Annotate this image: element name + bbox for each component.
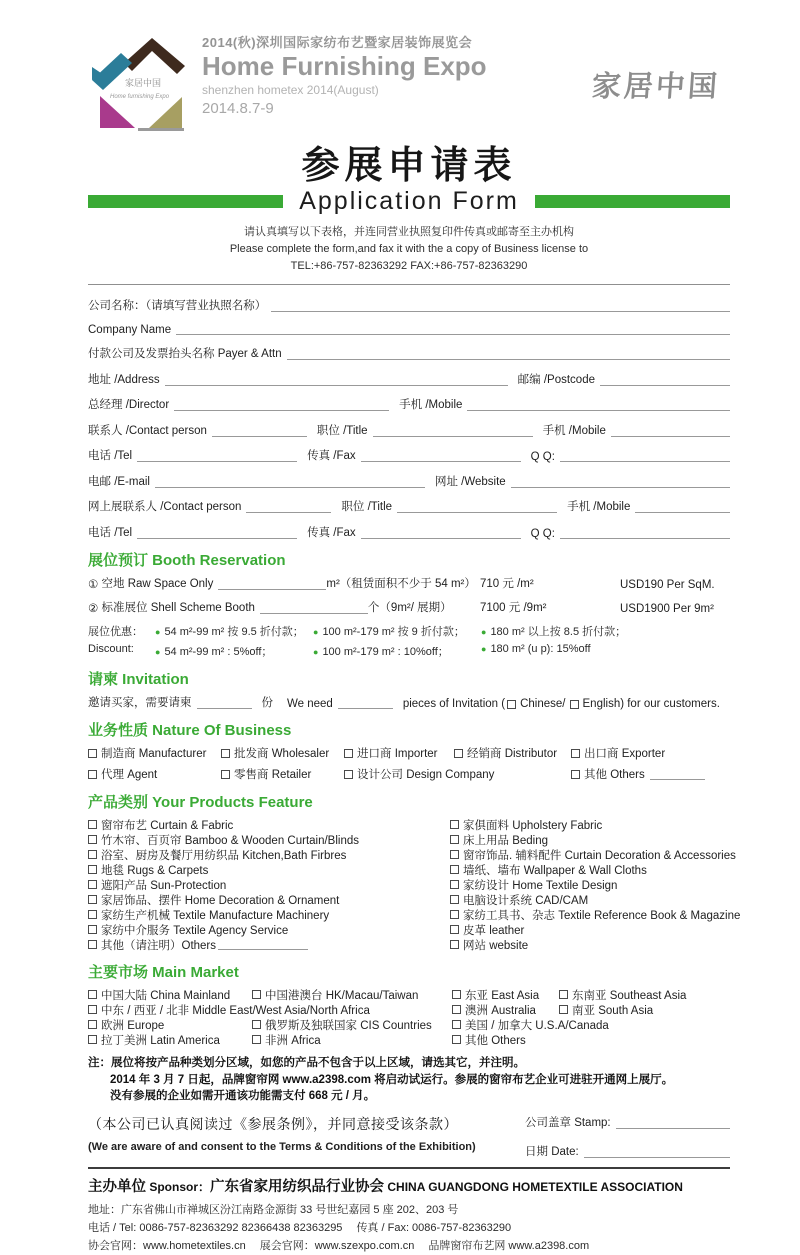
checkbox-label: 澳洲 Australia	[465, 1004, 536, 1017]
footer-address: 地址：广东省佛山市禅城区汾江南路金源街 33 号世纪嘉园 5 座 202、203 号	[88, 1204, 459, 1217]
invitation-qty-en-blank[interactable]	[338, 697, 393, 709]
footer	[88, 1176, 730, 1255]
footer-tel-fax	[88, 1220, 730, 1238]
intro-en: Please complete the form,and fax it with the a copy of Business license to	[229, 243, 589, 256]
products-heading: 产品类别 Your Products Feature	[88, 794, 313, 812]
products-left-column	[88, 817, 450, 952]
business-row-1	[88, 745, 730, 761]
postcode-blank[interactable]	[600, 374, 730, 386]
field-row	[88, 498, 730, 514]
checkbox-label: 墙纸、墙布 Wallpaper & Wall Cloths	[463, 864, 647, 877]
checkbox-label: 中东 / 西亚 / 北非 Middle East/West Asia/North Africa	[101, 1004, 370, 1017]
brand-calligraphy: 家居中国	[590, 69, 722, 103]
checkbox[interactable]	[88, 1020, 97, 1029]
mobile-blank[interactable]	[467, 399, 730, 411]
green-bar-right	[535, 195, 730, 208]
checkbox-label: 零售商 Retailer	[234, 769, 312, 782]
checkbox[interactable]	[88, 749, 97, 758]
checkbox[interactable]	[88, 880, 97, 889]
checkbox-label: 设计公司 Design Company	[357, 769, 495, 782]
checkbox[interactable]	[88, 1035, 97, 1044]
checkbox[interactable]	[559, 990, 568, 999]
header-titles	[202, 36, 592, 117]
market-row-4	[88, 1032, 730, 1047]
checkbox-label: 代理 Agent	[101, 769, 158, 782]
checkbox[interactable]	[454, 749, 463, 758]
checkbox-label: 皮革 leather	[463, 924, 525, 937]
checkbox[interactable]	[252, 1020, 261, 1029]
checkbox[interactable]	[450, 940, 459, 949]
checkbox[interactable]	[450, 865, 459, 874]
checkbox-label: 家纺中介服务 Textile Agency Service	[101, 924, 289, 937]
online-contact-label: 网上展联系人 /Contact person	[88, 501, 242, 514]
contact-blank[interactable]	[212, 425, 307, 437]
checkbox-label: 批发商 Wholesaler	[234, 748, 330, 761]
shell-scheme-blank[interactable]	[260, 602, 368, 614]
divider	[88, 1167, 730, 1169]
market-row-3	[88, 1017, 730, 1032]
fax-blank[interactable]	[361, 450, 521, 462]
market-row-1	[88, 987, 730, 1002]
stamp-row	[525, 1114, 730, 1130]
sponsor-line	[88, 1176, 730, 1199]
checkbox[interactable]	[88, 910, 97, 919]
footer-sites	[88, 1238, 730, 1255]
shell-scheme-label: 标准展位 Shell Scheme Booth	[101, 602, 255, 615]
consent-en: (We are aware of and consent to the Terms & Conditions of the Exhibition)	[88, 1141, 476, 1154]
main-market-section	[88, 961, 730, 1047]
mobile-label: 手机 /Mobile	[567, 501, 631, 514]
payer-label: 付款公司及发票抬头名称 Payer & Attn	[88, 348, 282, 361]
checkbox-label: 家纺生产机械 Textile Manufacture Machinery	[101, 909, 330, 922]
bullet-icon: ●	[155, 627, 161, 638]
discount-en-label: Discount:	[88, 643, 134, 656]
checkbox-label: 东南亚 Southeast Asia	[572, 989, 687, 1002]
item-number: ②	[88, 603, 99, 616]
checkbox[interactable]	[450, 835, 459, 844]
field-row	[88, 323, 730, 336]
payer-blank[interactable]	[287, 348, 730, 360]
online-mobile-blank[interactable]	[635, 501, 730, 513]
notes-block	[88, 1055, 730, 1105]
others-blank[interactable]	[650, 768, 705, 780]
email-label: 电邮 /E-mail	[88, 475, 150, 488]
qq-blank[interactable]	[560, 450, 730, 462]
header	[88, 36, 730, 138]
contact-label: 联系人 /Contact person	[88, 424, 207, 437]
checkbox-label: 其他 Others	[465, 1034, 526, 1047]
checkbox-label: 其他（请注明）Others	[101, 939, 217, 952]
address-label: 地址 /Address	[88, 373, 160, 386]
logo-text-script: Home furnishing Expo	[110, 94, 170, 100]
company-info-section	[88, 297, 730, 540]
discount-tier: 54 m²-99 m² 按 9.5 折付款；	[164, 626, 304, 639]
discount-row-en	[88, 643, 730, 659]
checkbox-label: 欧洲 Europe	[101, 1019, 165, 1032]
form-title-row	[88, 187, 730, 216]
booth-item-shell-scheme	[88, 599, 730, 615]
bullet-icon: ●	[481, 627, 487, 638]
checkbox-label: 家居饰品、摆件 Home Decoration & Ornament	[101, 894, 340, 907]
website-blank[interactable]	[511, 476, 730, 488]
mobile-blank[interactable]	[611, 425, 730, 437]
form-title-cn: 参展申请表	[301, 145, 517, 187]
form-title-en: Application Form	[299, 187, 519, 215]
expo-title-en: Home Furnishing Expo	[202, 50, 487, 81]
english-label: English) for our customers.	[582, 698, 720, 711]
shell-scheme-unit: 个（9m²/ 展期）	[367, 602, 452, 615]
intro-cn: 请认真填写以下表格，并连同营业执照复印件传真或邮寄至主办机构	[244, 226, 574, 238]
business-nature-section	[88, 719, 730, 782]
company-name-cn-label: 公司名称：（请填写营业执照名称）	[88, 300, 267, 313]
footer-site-curtain: 品牌窗帘布艺网 www.a2398.com	[428, 1239, 590, 1252]
checkbox-label: 窗帘布艺 Curtain & Fabric	[101, 819, 234, 832]
online-fax-blank[interactable]	[361, 527, 521, 539]
discount-row-cn	[88, 623, 730, 639]
checkbox[interactable]	[571, 770, 580, 779]
others-blank[interactable]	[218, 938, 308, 950]
checkbox[interactable]	[88, 1005, 97, 1014]
email-blank[interactable]	[155, 476, 425, 488]
sponsor-label: 主办单位	[88, 1179, 146, 1196]
business-heading: 业务性质 Nature Of Business	[88, 722, 292, 740]
checkbox[interactable]	[344, 749, 353, 758]
checkbox[interactable]	[88, 865, 97, 874]
shell-scheme-usd: USD1900 Per 9m²	[620, 603, 714, 616]
checkbox[interactable]	[452, 1005, 461, 1014]
invitation-unit-label: 份	[261, 697, 273, 710]
stamp-label: 公司盖章 Stamp:	[525, 1117, 611, 1130]
checkbox-label: 拉丁美洲 Latin America	[101, 1034, 220, 1047]
checkbox-label: 浴室、厨房及餐厅用纺织品 Kitchen,Bath Firbres	[101, 849, 347, 862]
checkbox[interactable]	[450, 850, 459, 859]
checkbox[interactable]	[452, 1035, 461, 1044]
invitation-section	[88, 668, 730, 710]
company-name-cn-blank[interactable]	[271, 300, 730, 312]
house-logo-icon	[88, 36, 188, 132]
date-row	[525, 1143, 730, 1159]
title-blank[interactable]	[373, 425, 533, 437]
we-need-label: We need	[287, 698, 333, 711]
checkbox[interactable]	[88, 925, 97, 934]
field-row	[88, 396, 730, 412]
director-label: 总经理 /Director	[88, 399, 170, 412]
checkbox-label: 非洲 Africa	[265, 1034, 321, 1047]
products-section	[88, 791, 741, 952]
note-line-2: 2014 年 3 月 7 日起，品牌窗帘网 www.a2398.com 将启动试运行。参展的窗帘布艺企业可进驻开通网上展厅。	[110, 1073, 674, 1086]
checkbox[interactable]	[88, 850, 97, 859]
raw-space-label: 空地 Raw Space Only	[101, 578, 214, 591]
logo-text-cn: 家居中国	[125, 78, 162, 88]
qq-label: Q Q:	[530, 451, 555, 464]
bullet-icon: ●	[481, 644, 487, 655]
tel-blank[interactable]	[137, 450, 297, 462]
expo-subtitle: shenzhen hometex 2014(August)	[202, 82, 379, 97]
item-number: ①	[88, 579, 99, 592]
bullet-icon: ●	[313, 647, 319, 658]
checkbox-label: 中国大陆 China Mainland	[101, 989, 231, 1002]
checkbox-label: 其他 Others	[584, 769, 645, 782]
checkbox[interactable]	[252, 990, 261, 999]
field-row	[88, 447, 730, 463]
invitation-row	[88, 694, 730, 710]
green-bar-left	[88, 195, 283, 208]
discount-tier: 180 m² (u p): 15%off	[490, 643, 591, 656]
checkbox-label: 出口商 Exporter	[584, 748, 666, 761]
checkbox-label: 窗帘饰品. 辅料配件 Curtain Decoration & Accessories	[463, 849, 736, 862]
checkbox[interactable]	[450, 880, 459, 889]
sponsor-en: Sponsor：	[149, 1180, 211, 1195]
expo-title-cn: 2014(秋)深圳国际家纺布艺暨家居装饰展览会	[202, 35, 473, 50]
invitation-qty-cn-blank[interactable]	[197, 697, 252, 709]
online-qq-blank[interactable]	[560, 527, 730, 539]
checkbox-label: 南亚 South Asia	[572, 1004, 654, 1017]
checkbox-label: 电脑设计系统 CAD/CAM	[463, 894, 589, 907]
checkbox[interactable]	[88, 990, 97, 999]
mobile-label: 手机 /Mobile	[542, 424, 606, 437]
online-title-blank[interactable]	[397, 501, 557, 513]
tel-label: 电话 /Tel	[88, 450, 133, 463]
checkbox[interactable]	[88, 835, 97, 844]
field-row	[88, 297, 730, 313]
expo-dates: 2014.8.7-9	[202, 99, 274, 117]
raw-space-unit: m²（租赁面积不少于 54 m²）	[326, 578, 476, 591]
date-blank[interactable]	[584, 1146, 730, 1158]
checkbox-label: 东亚 East Asia	[465, 989, 540, 1002]
checkbox[interactable]	[450, 820, 459, 829]
checkbox-english[interactable]	[570, 700, 579, 709]
booth-heading: 展位预订 Booth Reservation	[88, 552, 286, 570]
checkbox-label: 家俱面料 Upholstery Fabric	[463, 819, 603, 832]
invitation-heading: 请柬 Invitation	[88, 671, 189, 689]
consent-block	[88, 1114, 730, 1159]
field-row	[88, 473, 730, 489]
checkbox[interactable]	[88, 940, 97, 949]
checkbox[interactable]	[344, 770, 353, 779]
checkbox-label: 竹木帘、百页帘 Bamboo & Wooden Curtain/Blinds	[101, 834, 359, 847]
discount-tier: 100 m²-179 m² : 10%off；	[322, 646, 449, 659]
checkbox[interactable]	[221, 749, 230, 758]
checkbox-label: 家纺工具书、杂志 Textile Reference Book & Magazine	[463, 909, 741, 922]
fax-label: 传真 /Fax	[307, 526, 356, 539]
checkbox-label: 遮阳产品 Sun-Protection	[101, 879, 227, 892]
checkbox[interactable]	[88, 770, 97, 779]
postcode-label: 邮编 /Postcode	[517, 373, 595, 386]
checkbox-label: 床上用品 Beding	[463, 834, 549, 847]
field-row	[88, 422, 730, 438]
note-line-1: 注：展位将按产品种类划分区域，如您的产品不包含于以上区域，请选其它，并注明。	[88, 1057, 525, 1070]
footer-site-expo: 展会官网：www.szexpo.com.cn	[259, 1239, 415, 1252]
director-blank[interactable]	[174, 399, 389, 411]
checkbox-label: 地毯 Rugs & Carpets	[101, 864, 209, 877]
market-heading: 主要市场 Main Market	[88, 964, 239, 982]
fax-label: 传真 /Fax	[307, 450, 356, 463]
field-row	[88, 371, 730, 387]
business-row-2	[88, 766, 730, 782]
stamp-date-block	[525, 1114, 730, 1159]
checkbox[interactable]	[452, 990, 461, 999]
checkbox[interactable]	[88, 820, 97, 829]
checkbox[interactable]	[559, 1005, 568, 1014]
market-row-2	[88, 1002, 730, 1017]
shell-scheme-price: 7100 元 /9m²	[480, 602, 547, 615]
discount-tier: 100 m²-179 m² 按 9 折付款；	[322, 626, 465, 639]
checkbox[interactable]	[252, 1035, 261, 1044]
chinese-label: Chinese/	[520, 698, 566, 711]
checkbox-label: 网站 website	[463, 939, 529, 952]
title-label: 职位 /Title	[341, 501, 393, 514]
products-right-column	[450, 817, 740, 952]
online-contact-blank[interactable]	[246, 501, 331, 513]
mobile-label: 手机 /Mobile	[399, 399, 463, 412]
checkbox-label: 俄罗斯及独联国家 CIS Countries	[265, 1019, 432, 1032]
discount-cn-label: 展位优惠：	[88, 626, 143, 639]
sponsor-name: 广东省家用纺织品行业协会	[210, 1179, 385, 1196]
checkbox[interactable]	[450, 895, 459, 904]
checkbox-label: 中国港澳台 HK/Macau/Taiwan	[265, 989, 419, 1002]
raw-space-usd: USD190 Per SqM.	[620, 579, 715, 592]
checkbox-chinese[interactable]	[507, 700, 516, 709]
qq-label: Q Q:	[530, 527, 555, 540]
footer-site-association: 协会官网：www.hometextiles.cn	[88, 1239, 246, 1252]
company-name-en-blank[interactable]	[176, 323, 730, 335]
checkbox[interactable]	[571, 749, 580, 758]
checkbox[interactable]	[221, 770, 230, 779]
invitation-cn-label: 邀请买家，需要请柬	[88, 697, 192, 710]
checkbox-label: 经销商 Distributor	[467, 748, 558, 761]
consent-text	[88, 1114, 525, 1159]
note-line-3: 没有参展的企业如需开通该功能需支付 668 元 / 月。	[110, 1090, 376, 1103]
pieces-label: pieces of Invitation (	[402, 698, 506, 711]
field-row	[88, 524, 730, 540]
checkbox[interactable]	[450, 910, 459, 919]
intro-block	[88, 224, 730, 275]
bullet-icon: ●	[155, 647, 161, 658]
checkbox-label: 制造商 Manufacturer	[101, 748, 207, 761]
online-tel-blank[interactable]	[137, 527, 297, 539]
checkbox-label: 家纺设计 Home Textile Design	[463, 879, 618, 892]
tel-label: 电话 /Tel	[88, 526, 133, 539]
title-label: 职位 /Title	[316, 424, 368, 437]
divider	[88, 284, 730, 285]
sponsor-name-en: CHINA GUANGDONG HOMETEXTILE ASSOCIATION	[387, 1180, 683, 1195]
checkbox-label: 美国 / 加拿大 U.S.A/Canada	[465, 1019, 609, 1032]
checkbox-label: 进口商 Importer	[357, 748, 438, 761]
products-columns	[88, 817, 741, 952]
booth-reservation-section	[88, 549, 730, 659]
expo-logo	[88, 36, 188, 132]
checkbox[interactable]	[450, 925, 459, 934]
consent-cn: （本公司已认真阅读过《参展条例》，并同意接受该条款）	[88, 1116, 458, 1133]
raw-space-price: 710 元 /m²	[480, 578, 534, 591]
discount-tier: 54 m²-99 m² : 5%off；	[164, 646, 273, 659]
address-blank[interactable]	[165, 374, 508, 386]
checkbox[interactable]	[452, 1020, 461, 1029]
intro-tel: TEL:+86-757-82363292 FAX:+86-757-82363290	[290, 260, 528, 273]
footer-fax: 传真 / Fax: 0086-757-82363290	[356, 1221, 512, 1234]
website-label: 网址 /Website	[434, 475, 506, 488]
date-label: 日期 Date:	[525, 1146, 579, 1159]
checkbox[interactable]	[88, 895, 97, 904]
raw-space-blank[interactable]	[218, 578, 326, 590]
bullet-icon: ●	[313, 627, 319, 638]
footer-tel: 电话 / Tel: 0086-757-82363292 82366438 82363295	[88, 1221, 343, 1234]
company-name-en-label: Company Name	[88, 323, 172, 336]
field-row	[88, 345, 730, 361]
booth-item-raw-space	[88, 575, 730, 591]
discount-tier: 180 m² 以上按 8.5 折付款；	[490, 626, 627, 639]
stamp-blank[interactable]	[616, 1117, 730, 1129]
